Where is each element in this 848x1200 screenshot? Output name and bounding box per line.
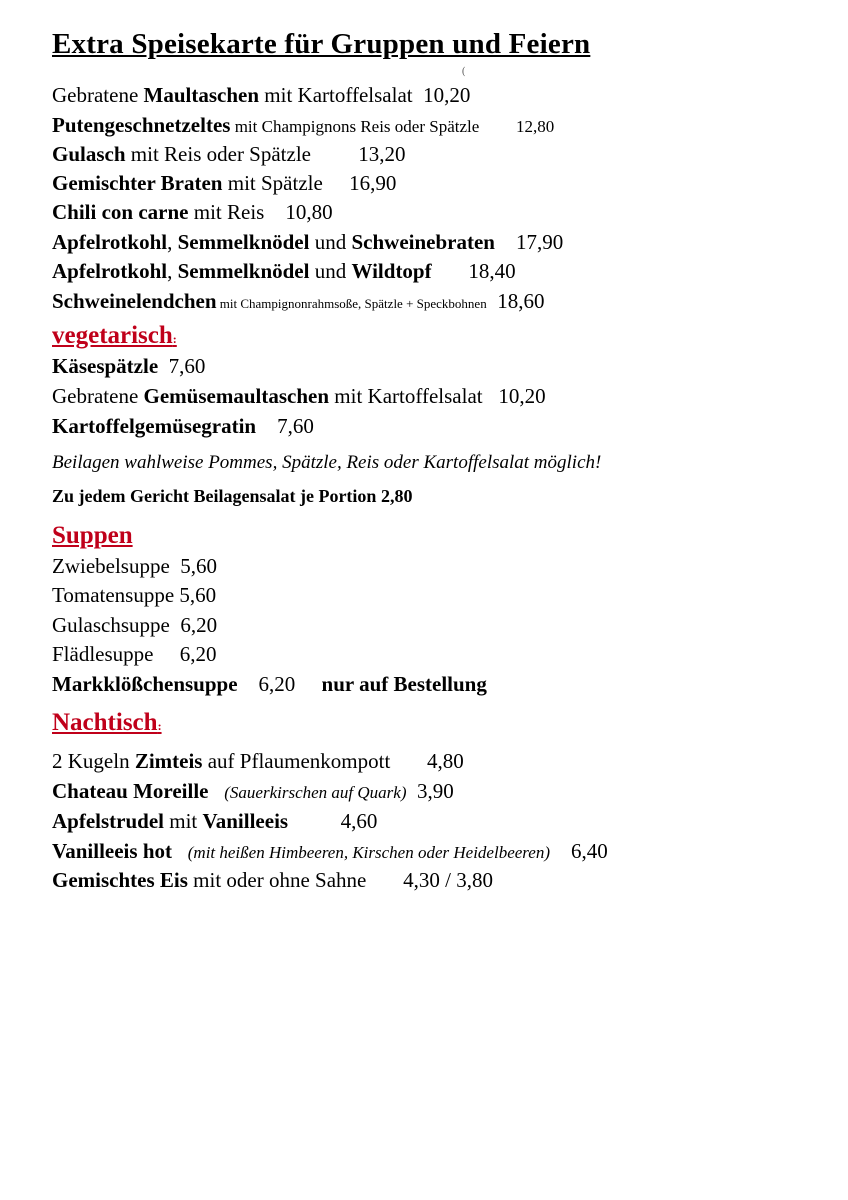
- side-dish-note: Beilagen wahlweise Pommes, Spätzle, Reis oder Kartoffelsalat möglich!: [52, 452, 602, 473]
- menu-item: Käsespätzle 7,60: [52, 354, 206, 378]
- menu-item: Chateau Moreille (Sauerkirschen auf Quark) 3,90: [52, 779, 454, 803]
- menu-item: Chili con carne mit Reis 10,80: [52, 200, 333, 224]
- menu-item: Putengeschnetzeltes mit Champignons Reis oder Spätzle 12,80: [52, 113, 555, 137]
- menu-item: Kartoffelgemüsegratin 7,60: [52, 414, 314, 438]
- menu-item: Gulasch mit Reis oder Spätzle 13,20: [52, 142, 406, 166]
- menu-item: Tomatensuppe 5,60: [52, 583, 217, 607]
- menu-item: Zwiebelsuppe 5,60: [52, 554, 218, 578]
- menu-item: Schweinelendchen mit Champignonrahmsoße, Spätzle + Speckbohnen 18,60: [52, 289, 545, 313]
- menu-item: Gulaschsuppe 6,20: [52, 613, 218, 637]
- menu-item: Flädlesuppe 6,20: [52, 642, 217, 666]
- menu-item: 2 Kugeln Zimteis auf Pflaumenkompott 4,80: [52, 749, 464, 773]
- menu-item: Vanilleeis hot (mit heißen Himbeeren, Kirschen oder Heidelbeeren) 6,40: [52, 839, 608, 863]
- stray-mark: (: [462, 66, 466, 77]
- menu-item: Apfelrotkohl, Semmelknödel und Schweinebraten 17,90: [52, 230, 564, 254]
- menu-item: Markklößchensuppe 6,20 nur auf Bestellung: [52, 672, 487, 696]
- section-heading-vegetarisch: vegetarisch:: [52, 322, 177, 349]
- menu-item: Apfelrotkohl, Semmelknödel und Wildtopf 18,40: [52, 259, 516, 283]
- menu-item: Gebratene Maultaschen mit Kartoffelsalat 10,20: [52, 83, 471, 107]
- menu-item: Gemischter Braten mit Spätzle 16,90: [52, 171, 397, 195]
- section-heading-suppen: Suppen: [52, 522, 133, 549]
- page-title: Extra Speisekarte für Gruppen und Feiern: [52, 28, 591, 60]
- salad-note: Zu jedem Gericht Beilagensalat je Portion 2,80: [52, 486, 413, 506]
- menu-item: Gemischtes Eis mit oder ohne Sahne 4,30 / 3,80: [52, 868, 493, 892]
- menu-item: Apfelstrudel mit Vanilleeis 4,60: [52, 809, 378, 833]
- menu-item: Gebratene Gemüsemaultaschen mit Kartoffelsalat 10,20: [52, 384, 546, 408]
- section-heading-nachtisch: Nachtisch:: [52, 709, 162, 736]
